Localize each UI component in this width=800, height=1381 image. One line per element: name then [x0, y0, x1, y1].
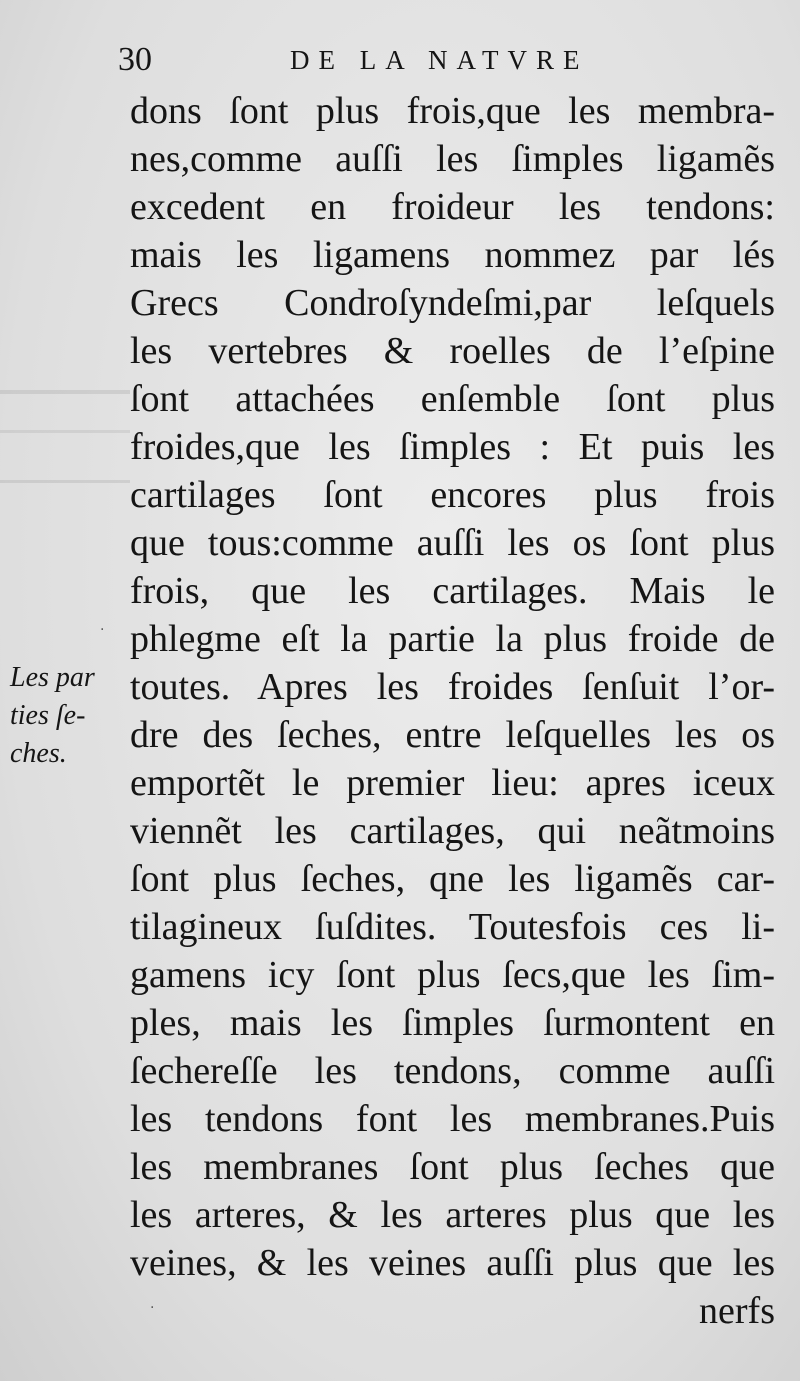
text-line: cartilages ſont encores plus frois — [130, 474, 775, 516]
text-line: viennẽt les cartilages, qui neãtmoins — [130, 810, 775, 852]
text-line-last: nerfs — [699, 1290, 775, 1332]
margin-dot-mark: · — [100, 622, 105, 638]
text-line: ſechereſſe les tendons, comme auſſi — [130, 1050, 775, 1092]
text-line: emportẽt le premier lieu: apres iceux — [130, 762, 775, 804]
text-line: froides,que les ſimples : Et puis les — [130, 426, 775, 468]
text-line: les tendons font les membranes.Puis — [130, 1098, 775, 1140]
text-line: ſont plus ſeches, qne les ligamẽs car- — [130, 858, 775, 900]
text-line: frois, que les cartilages. Mais le — [130, 570, 775, 612]
text-line: ples, mais les ſimples ſurmontent en — [130, 1002, 775, 1044]
page-header — [118, 40, 638, 80]
margin-dot-mark: · — [150, 1300, 155, 1316]
text-line: Grecs Condroſyndeſmi,par leſquels — [130, 282, 775, 324]
show-through-ink — [0, 370, 130, 630]
text-line: tilagineux ſuſdites. Toutesfois ces li- — [130, 906, 775, 948]
text-line: dre des ſeches, entre leſquelles les os — [130, 714, 775, 756]
text-line: toutes. Apres les froides ſenſuit l’or- — [130, 666, 775, 708]
marginal-note-line: ches. — [10, 738, 67, 769]
text-line: excedent en froideur les tendons: — [130, 186, 775, 228]
text-line: phlegme eſt la partie la plus froide de — [130, 618, 775, 660]
running-title: DE LA NATVRE — [290, 45, 589, 75]
text-line: que tous:comme auſſi les os ſont plus — [130, 522, 775, 564]
text-line: gamens icy ſont plus ſecs,que les ſim- — [130, 954, 775, 996]
text-line: ſont attachées enſemble ſont plus — [130, 378, 775, 420]
text-line: dons ſont plus frois,que les membra- — [130, 90, 775, 132]
text-line: les arteres, & les arteres plus que les — [130, 1194, 775, 1236]
text-line: veines, & les veines auſſi plus que les — [130, 1242, 775, 1284]
marginal-note-line: ties ſe- — [10, 700, 86, 731]
text-line: les membranes ſont plus ſeches que — [130, 1146, 775, 1188]
marginal-note-line: Les par — [10, 662, 95, 693]
page-number: 30 — [118, 41, 152, 78]
text-line: mais les ligamens nommez par lés — [130, 234, 775, 276]
text-line: les vertebres & roelles de l’eſpine — [130, 330, 775, 372]
text-line: nes,comme auſſi les ſimples ligamẽs — [130, 138, 775, 180]
